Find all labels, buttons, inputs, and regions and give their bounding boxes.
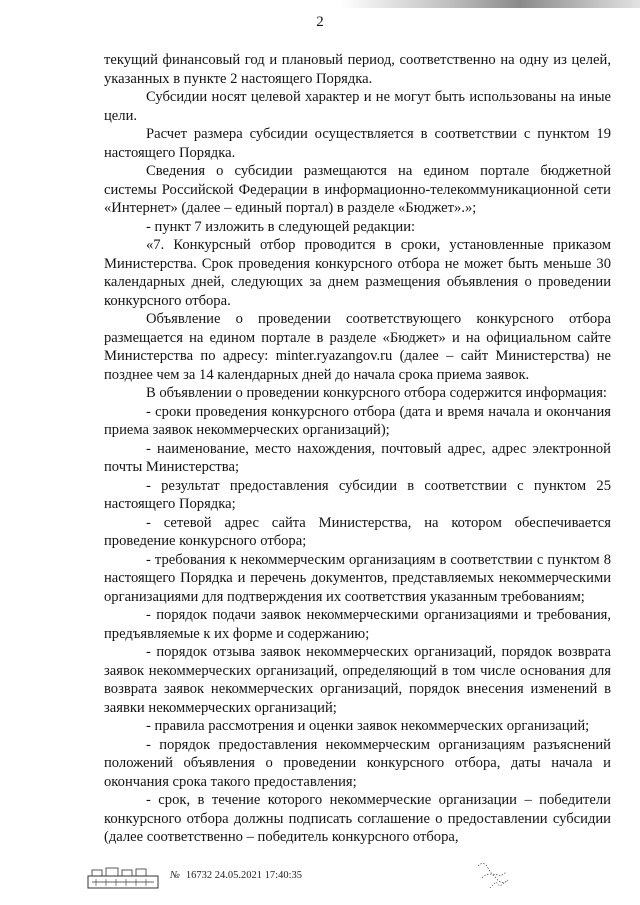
paragraph: - пункт 7 изложить в следующей редакции: xyxy=(146,218,416,235)
paragraph: - порядок предоставления некоммерческим организациям разъяснений положений объявления о проведении конкурсного отбора, даты начала и окончания срока такого предоставления; xyxy=(104,736,611,790)
handwritten-mark-icon xyxy=(470,858,530,894)
paragraph: В объявлении о проведении конкурсного отбора содержится информация: xyxy=(146,385,607,401)
paragraph: - порядок подачи заявок некоммерческими организациями и требования, предъявляемые к их форме и содержанию; xyxy=(104,607,611,642)
number-symbol: № xyxy=(170,870,180,881)
paragraph: - срок, в течение которого некоммерческие организации – победители конкурсного отбора должны подписать соглашение о предоставлении субсидии (далее соответственно – победитель конкурсного отбора, xyxy=(104,792,611,845)
paragraph: - сроки проведения конкурсного отбора (дата и время начала и окончания приема заявок некоммерческих организаций); xyxy=(104,403,611,438)
paragraph: - правила рассмотрения и оценки заявок некоммерческих организаций; xyxy=(146,718,590,734)
registration-ref: 16732 24.05.2021 17:40:35 xyxy=(185,870,302,881)
paragraph: - требования к некоммерческим организациям в соответствии с пунктом 8 настоящего Порядка и перечень документов, представляемых некоммерческими организациями для подтверждения их соответствия указанным требованиям; xyxy=(104,551,611,605)
paragraph: «7. Конкурсный отбор проводится в сроки, установленные приказом Министерства. Срок проведения конкурсного отбора не может быть меньше 30 календарных дней, следующих за днем размещения объявления о проведении конкурсного отбора. xyxy=(104,237,611,309)
paragraph: Расчет размера субсидии осуществляется в соответствии с пунктом 19 настоящего Порядка. xyxy=(104,126,611,161)
paragraph: Сведения о субсидии размещаются на едином портале бюджетной системы Российской Федерации в информационно-телекоммуникационной сети «Интернет» (далее – единый портал) в разделе «Бюджет».»; xyxy=(104,163,611,216)
paragraph: Объявление о проведении соответствующего конкурсного отбора размещается на едином портале в разделе «Бюджет» и на официальном сайте Министерства по адресу: minter.ryazangov.ru (далее – сайт Министерства) не позднее чем за 14 календарных дней до начала срока приема заявок. xyxy=(104,311,611,383)
paragraph: - наименование, место нахождения, почтовый адрес, адрес электронной почты Министерства; xyxy=(104,440,611,475)
paragraph: - результат предоставления субсидии в соответствии с пунктом 25 настоящего Порядка; xyxy=(104,477,611,512)
document-registration-number xyxy=(170,870,302,881)
paragraph: - сетевой адрес сайта Министерства, на котором обеспечивается проведение конкурсного отбора; xyxy=(104,514,611,549)
footer xyxy=(0,858,640,898)
scan-smudge xyxy=(340,0,640,8)
registration-stamp-icon xyxy=(86,866,160,892)
paragraph: текущий финансовый год и плановый период, соответственно на одну из целей, указанных в пункте 2 настоящего Порядка. xyxy=(104,52,611,87)
paragraph: - порядок отзыва заявок некоммерческих организаций, порядок возврата заявок некоммерческих организаций, определяющий в том числе основания для возврата заявок некоммерческих организаций, порядок внесения изменений в заявки некоммерческих организаций; xyxy=(104,644,611,716)
page-number: 2 xyxy=(316,14,324,30)
paragraph: Субсидии носят целевой характер и не могут быть использованы на иные цели. xyxy=(104,89,611,124)
document-body xyxy=(104,51,611,847)
